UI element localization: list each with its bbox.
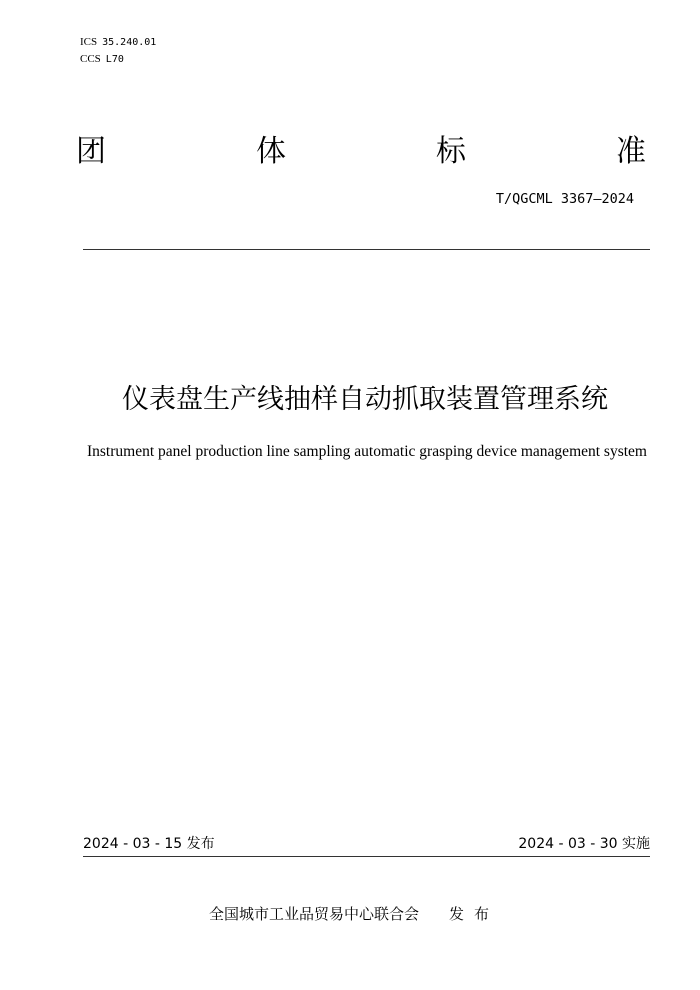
standard-type-char: 准	[616, 134, 646, 169]
implementation-date: 2024 - 03 - 30 实施	[518, 836, 650, 852]
standard-type-heading	[76, 134, 646, 174]
ics-label: ICS	[80, 36, 98, 48]
top-divider	[83, 249, 650, 250]
title-english: Instrument panel production line sampling automatic grasping device management system	[86, 443, 647, 460]
standard-type-char: 标	[436, 134, 466, 169]
ics-line	[80, 35, 156, 50]
ics-value: 35.240.01	[102, 37, 157, 48]
ccs-value: L70	[105, 54, 124, 65]
publisher-action: 发布	[449, 905, 500, 923]
ccs-label: CCS	[80, 53, 101, 65]
publisher-organization: 全国城市工业品贸易中心联合会	[208, 905, 419, 923]
standard-code: T/QGCML 3367—2024	[495, 191, 634, 207]
publisher-line	[0, 903, 700, 925]
ccs-line	[80, 52, 124, 67]
standard-type-char: 体	[256, 134, 286, 169]
issue-date: 2024 - 03 - 15 发布	[83, 836, 215, 852]
standard-type-char: 团	[76, 134, 106, 169]
title-chinese: 仪表盘生产线抽样自动抓取装置管理系统	[122, 384, 608, 415]
bottom-divider	[83, 856, 650, 857]
